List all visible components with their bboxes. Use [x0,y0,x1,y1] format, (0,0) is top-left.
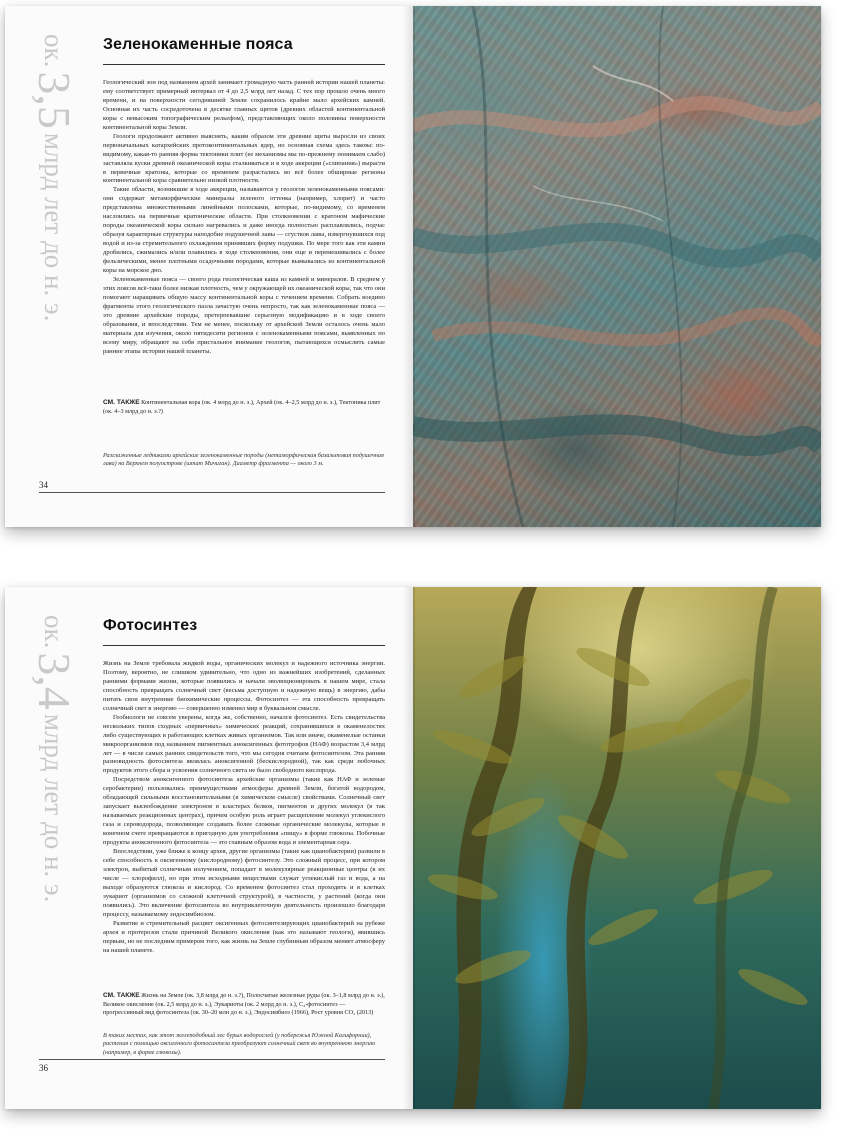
paragraph: Жизнь на Земле требовала жидкой воды, органических молекул и надежного источника энергии. Поэтому, вероятно, не слишком удивительно, что одно из важнейших изобретений, сделанных ранними формами жизни, которые появились и начали эволюционировать в нашем мире, стала способность превращать солнечный свет (весьма доступную и надежную вещь) в энергию, дабы питать свои внутренние биохимические процессы. Фотосинтез — эта способность превращать солнечный свет в энергию — совершенно изменил мир в буквальном смысле. [103,660,385,712]
paragraph: Впоследствии, уже ближе к концу архея, другие организмы (такие как цианобактерии) развили в себе способность к оксигенному (кислородному) фотосинтезу. Это сложный процесс, при котором электрон, выбитый солнечным излучением, попадает в молекулярные реакционные центры (в их числе — хлорофилл), но при этом исходными веществами служат углекислый газ и вода, а на выходе образуются глюкоза и кислород. Со временем фотосинтез стал проходить и в клетках эукариот (организмов со сложной клеточной структурой), в частности, у растений (когда они появились). Это включение фотосинтеза во внутриклеточную деятельность произошло благодаря процессу, называемому эндосимбиозом. [103,848,385,918]
photo-caption: В таких местах, как этот желеподобный лес бурых водорослей (у побережья Южной Калифорнии), растения с помощью оксигенного фотосинтеза преобразуют солнечный свет во внутреннюю энергию (например, в форме глюкозы). [103,1032,376,1056]
page-title: Зеленокаменные пояса [103,36,293,53]
footer-rule [39,1059,385,1060]
paragraph: Посредством аноксигенного фотосинтеза архейские организмы (такие как НАФ и зеленые серобактерии) пользовались преимуществами атмосферы древней Земли, богатой водородом, обладающей сильными восстановительными (в химическом смысле) свойствами. Солнечный свет запускает высвобождение электронов в кластерах белков, пигментов и других молекул (в так называемых реакционных центрах), причем особую роль играет расщепление молекул углекислого газа и сероводорода, позволяющее создавать более сложные органические молекулы, которые в конечном счете превращаются в пригодную для употребления «пищу» в форме глюкозы. Побочные продукты аноксигенного фотосинтеза — это главным образом вода и элементарная сера. [103,776,385,847]
photo-caption: Разглаженные ледниками архейские зеленокаменные породы (метаморфическая базальтовая подушечная лава) на Верхнем полуострове (штат Мичиган). Диаметр фрагмента — около 3 м. [103,452,384,468]
see-also-text: Континентальная кора (ок. 4 млрд до н. э.), Архей (ок. 4–2,5 млрд до н. э.), Тектоника плит (ок. 4–3 млрд до н. э.?) [103,399,381,415]
page-number: 34 [39,480,48,490]
book-spread-greenstone [5,6,821,527]
footer-rule [39,492,385,493]
title-underline [103,645,385,646]
paragraph: Геологи продолжают активно выяснять, каким образом эти древние щиты выросли из своих первоначальных катархейских протоконтинентальных ядер, но основная схема здесь такова: по-видимому, какая-то ранняя форма тектоники плит (ее механизмы мы по-прежнему понимаем слабо) заставляла куски древней океанической коры сталкиваться и в ходе аккреции («слипания») вырасти в первичные кратоны, которые со временем разрастались во всё более обширные регионы континентальной коры сравнительно низкой плотности. [103,132,385,185]
see-also-label: СМ. ТАКЖЕ [103,399,140,406]
date-prefix: ок. [39,34,69,68]
title-underline [103,64,385,65]
paragraph: Зеленокаменные пояса — своего рода геологическая каша из камней и минералов. В среднем у этих поясов всё-таки более низкая плотность, чем у окружающей их океанической коры, так что они помогают наращивать общую массу континентальной коры с течением времени. Собрать воедино фрагменты этого геологического пазла зачастую очень непросто, так как зеленокаменные пояса — это древние архейские породы, претерпевавшие серьезную модификацию и в ходе своего образования, и впоследствии. Тем не менее, поскольку от архейской Земли осталось очень мало материала для изучения, около пятидесяти регионов с зеленокаменными поясами, выявленных по всему миру, обращают на себя пристальное внимание геологов, пытающихся осмыслить самые ранние этапы истории нашей планеты. [103,275,385,355]
rock-texture-overlay [413,6,821,527]
book-spread-photosynthesis [5,587,821,1109]
date-suffix: млрд лет до н. э. [39,132,69,322]
date-number: 3,4 [29,652,80,710]
see-also [103,399,385,416]
date-suffix: млрд лет до н. э. [39,713,69,903]
paragraph: Такие области, возникшие в ходе аккреции, называются у геологов зеленокаменными поясами: они содержат метаморфические минералы зеленого оттенка (например, хлорит) и часто представлены множественными линейными полосками, которые, по-видимому, со временем наслоились на первичные кратонические области. При столкновении с кратоном мафические породы океанической коры сильно нагревались и даже иногда полностью расплавлялись, подчас образуя характерные структуры наподобие подушечной лавы — сгустков лавы, извергнувшихся под водой и из-за стремительного охлаждения принявших форму подушки. По мере того как эти камни дробились, сжимались и/или плавились в ходе столкновения, они еще и перемешивались с более фельзическими, менее плотными осадочными породами, которые вымывались из континентальной коры на морское дно. [103,186,385,275]
kelp-fronds-overlay [413,587,821,1109]
date-marker [29,615,80,903]
paragraph: Развитие и стремительный расцвет оксигенных фотосинтезирующих цианобактерий на рубеже архея и протерозоя стали причиной Великого окисления (как это называют геологи), явившись первым, но не последним примером того, как жизнь на Земле глубинным образом меняет атмосферу на нашей планете. [103,919,385,954]
date-number: 3,5 [29,71,80,129]
left-page [5,6,413,527]
right-page-photo [413,6,821,527]
paragraph: Геобиологи не совсем уверены, когда же, собственно, начался фотосинтез. Есть свидетельства нескольких типов сходных «первичных» химических реакций, сохранившихся в окаменелостях либо существующих в работающих клетках живых организмов. Так или иначе, окаменелые останки микроорганизмов под названием пигментных аноксигенных фототрофов (НАФ) возрастом 3,4 млрд лет — в числе самых ранних свидетельств того, что мы сегодня считаем фотосинтезом. Эта ранняя разновидность фотосинтеза являлась аноксигенной (бескислородной), так как среди побочных продуктов этого сбора и усвоения солнечного света не было свободного кислорода. [103,713,385,775]
article-body [103,79,385,357]
page-number: 36 [39,1063,48,1073]
page-title: Фотосинтез [103,617,198,634]
right-page-photo [413,587,821,1109]
date-prefix: ок. [39,615,69,649]
see-also [103,992,385,1018]
see-also-text: Жизнь на Земле (ок. 3,8 млрд до н. э.?), Полосчатые железные руды (ок. 3–1,8 млрд до н. э.), Великое окисление (ок. 2,5 млрд до н. э.), Эукариоты (ок. 2 млрд до н. э.), C₄-фотосинтез — прогрессивный вид фотосинтеза (ок. 30–20 млн до н. э.), Эндосимбиоз (1966), Рост уровня CO₂ (2013) [103,992,385,1017]
see-also-label: СМ. ТАКЖЕ [103,992,140,999]
article-body [103,660,385,955]
paragraph: Геологический эон под названием архей занимает громадную часть ранней истории нашей планеты: ему соответствует примерный интервал от 4 до 2,5 млрд лет назад. С тех пор прошло очень много времени, и на поверхности сегодняшней Земли сохранилось крайне мало архейских камней. Основная их часть сосредоточена в десятке главных щитов (древних областей континентальной коры с невысоким топографическим рельефом), представляющих около половины поверхности континентальной коры Земли. [103,79,385,131]
date-marker [29,34,80,322]
left-page [5,587,413,1109]
